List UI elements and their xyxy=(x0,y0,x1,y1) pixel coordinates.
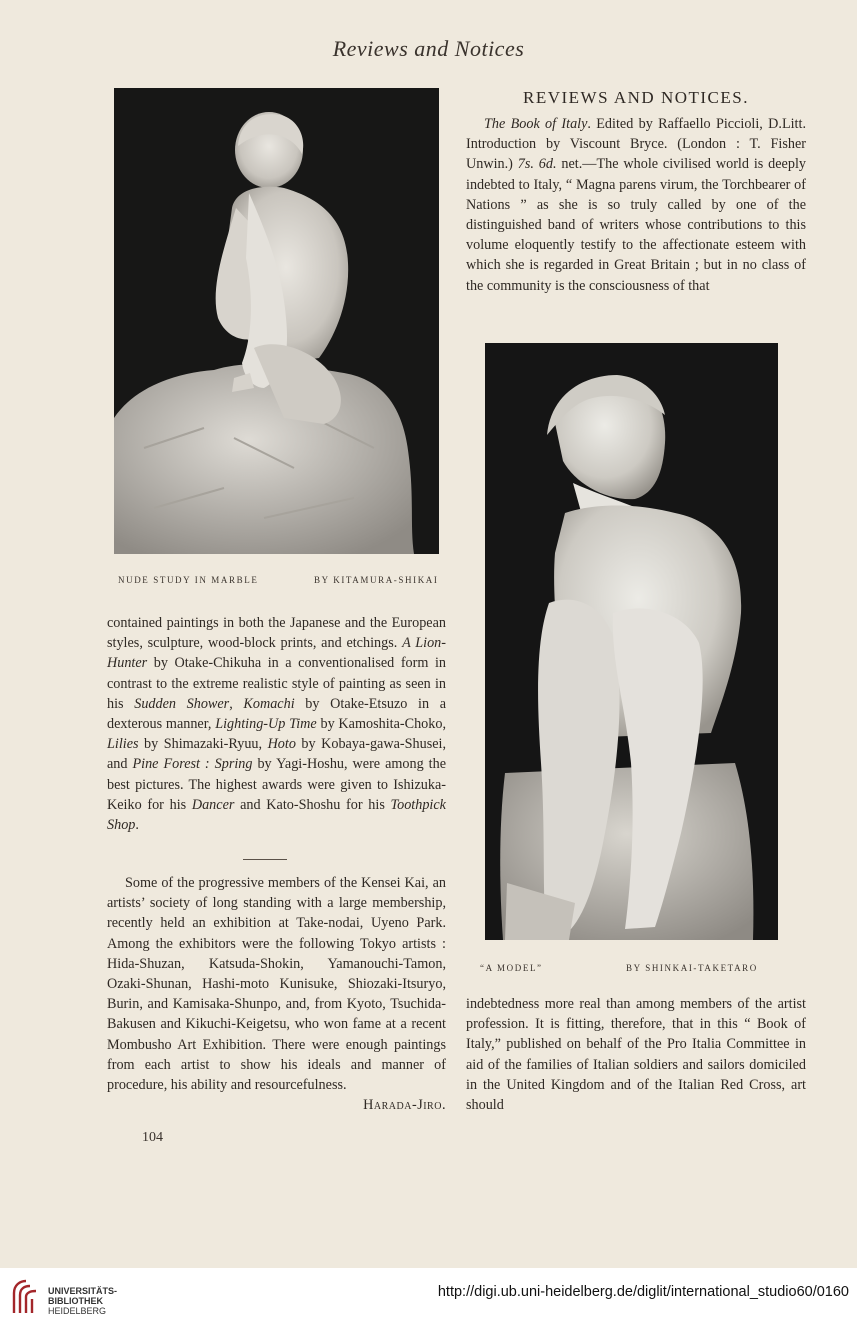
author-signature: Harada-Jiro. xyxy=(363,1097,446,1114)
section-divider xyxy=(243,859,287,860)
running-head: Reviews and Notices xyxy=(332,36,525,61)
library-footer xyxy=(0,1268,857,1329)
institution-name: UNIVERSITÄTS- BIBLIOTHEK HEIDELBERG xyxy=(48,1286,118,1316)
plate-a-model xyxy=(485,343,778,940)
left-paragraph-2: Some of the progressive members of the Kensei Kai, an artists’ society of long standing with a large membership, recently held an exhibition at Take-nodai, Uyeno Park. Among the exhibitors were the following Tokyo artists : Hida-Shuzan, Katsuda-Shokin, Yamanouchi-Tamon, Ozaki-Shunan, Hashi-moto Kunisuke, Shiozaki-Itsuryo, Burin, and Kamisaka-Shunpo, and, from Kyoto, Tsuchida-Bakusen and Kikuchi-Keigetsu, who won fame at a recent Mombusho Art Exhibition. There were enough paintings from each artist to show his ideals and manner of procedure, his ability and resourcefulness. Harada-Jiro. xyxy=(107,873,446,1095)
permalink-url[interactable]: http://digi.ub.uni-heidelberg.de/diglit/international_studio60/0160 xyxy=(437,1284,849,1300)
page-number: 104 xyxy=(142,1130,163,1145)
sculpture-image-seated-nude xyxy=(114,88,439,554)
plate-caption-left-title: NUDE STUDY IN MARBLE xyxy=(118,575,259,585)
plate-nude-study xyxy=(114,88,439,554)
sculpture-image-a-model xyxy=(485,343,778,940)
plate-caption-right-title: “A MODEL” xyxy=(480,963,543,973)
left-column-second xyxy=(107,873,446,1115)
right-column-bottom xyxy=(466,994,806,1115)
university-library-logo-icon xyxy=(10,1277,40,1317)
left-paragraph-1: contained paintings in both the Japanese and the European styles, sculpture, wood-block prints, and etchings. A Lion-Hunter by Otake-Chikuha in a conventionalised form in contrast to the extreme realistic style of painting as seen in his Sudden Shower, Komachi by Otake-Etsuzo in a dexterous manner, Lighting-Up Time by Kamoshita-Choko, Lilies by Shimazaki-Ryuu, Hoto by Kobaya-gawa-Shusei, and Pine Forest : Spring by Yagi-Hoshu, were among the best pictures. The highest awards were given to Ishizuka-Keiko for his Dancer and Kato-Shoshu for his Toothpick Shop. xyxy=(107,615,447,834)
right-column-top xyxy=(466,114,806,296)
section-title: REVIEWS AND NOTICES. xyxy=(523,88,749,107)
plate-caption-left-artist: BY KITAMURA-SHIKAI xyxy=(314,575,439,585)
right-paragraph-2: indebtedness more real than among members of the artist profession. It is fitting, therefore, that in this “ Book of Italy,” published on behalf of the Pro Italia Committee in aid of the families of Italian soldiers and sailors domiciled in the United Kingdom and of the Italian Red Cross, art should xyxy=(466,996,806,1114)
plate-caption-right-artist: BY SHINKAI-TAKETARO xyxy=(626,963,758,973)
left-column xyxy=(107,613,446,835)
right-paragraph-1: The Book of Italy. Edited by Raffaello Piccioli, D.Litt. Introduction by Viscount Bryce. (London : T. Fisher Unwin.) 7s. 6d. net.—The whole civilised world is deeply indebted to Italy, “ Magna parens virum, the Torchbearer of Nations ” as she is so truly called by one of the distinguished band of writers whose contributions to this volume eloquently testify to the affectionate esteem with which she is regarded in Great Britain ; but in no class of the community is the consciousness of that xyxy=(466,116,806,294)
